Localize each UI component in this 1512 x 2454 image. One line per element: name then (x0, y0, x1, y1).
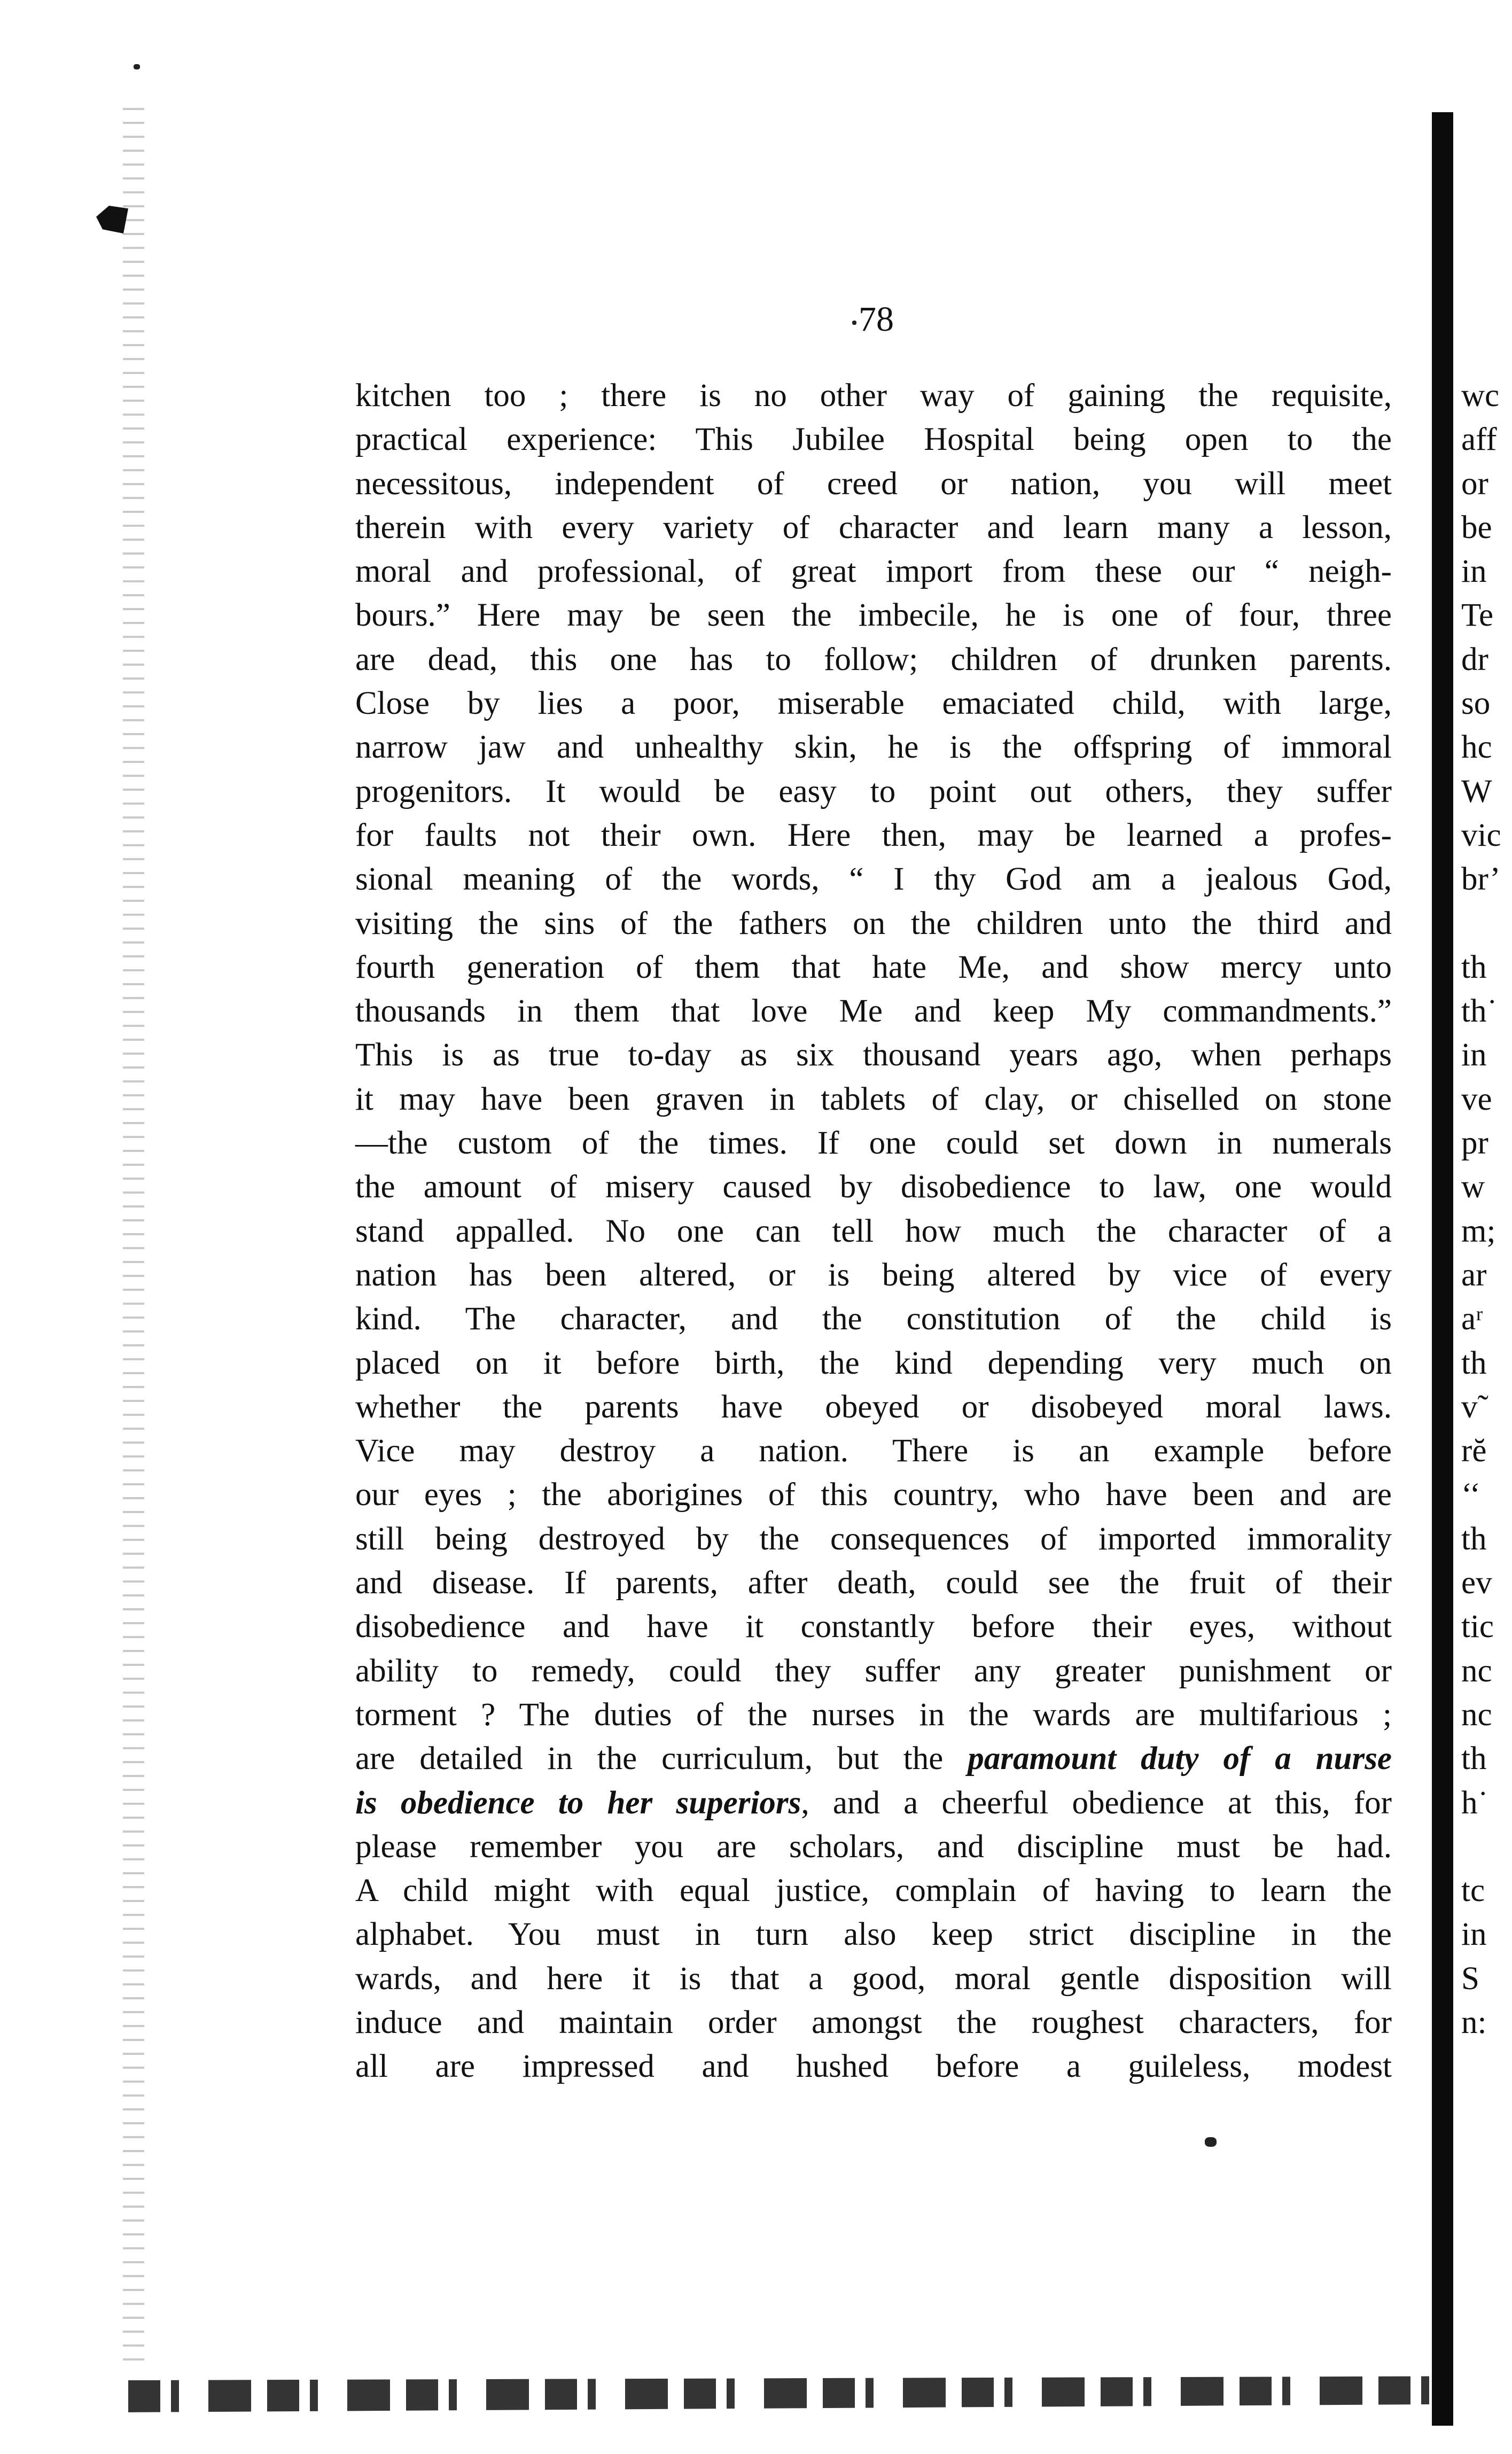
text-segment: are detailed in the curriculum, but the (355, 1741, 968, 1777)
text-line: narrow jaw and unhealthy skin, he is the offspring of immoral (355, 729, 1392, 766)
main-text-block (355, 374, 1392, 2089)
text-line: This is as true to-day as six thousand years ago, when perhaps (355, 1037, 1392, 1073)
text-line-with-italic (355, 1737, 1392, 1781)
text-line: sional meaning of the words, “ I thy God am a jealous God, (355, 861, 1392, 898)
text-line: whether the parents have obeyed or disobeyed moral laws. (355, 1389, 1392, 1425)
edge-fragment: in (1461, 554, 1487, 590)
text-line: moral and professional, of great import from these our “ neigh- (355, 554, 1392, 590)
right-border-bar (1432, 112, 1453, 2426)
edge-fragment: th˙ (1461, 993, 1498, 1030)
edge-fragment: aff (1461, 422, 1497, 458)
edge-fragment: wc (1461, 378, 1500, 414)
text-line: ability to remedy, could they suffer any greater punishment or (355, 1653, 1392, 1689)
edge-fragment: v˜ (1461, 1389, 1488, 1425)
edge-fragment: W (1461, 773, 1492, 809)
text-line: stand appalled. No one can tell how much the character of a (355, 1213, 1392, 1249)
edge-fragment: S (1461, 1960, 1479, 1997)
italic-emphasis: is obedience to her superiors (355, 1785, 801, 1821)
edge-fragment: th (1461, 1741, 1487, 1777)
edge-fragment: w (1461, 1169, 1485, 1205)
facing-page-edge-column (1461, 374, 1512, 2045)
text-line: Close by lies a poor, miserable emaciated child, with large, (355, 685, 1392, 722)
edge-fragment: nc (1461, 1653, 1492, 1689)
edge-fragment: in (1461, 1917, 1487, 1953)
text-line: our eyes ; the aborigines of this country, who have been and are (355, 1477, 1392, 1513)
edge-fragment: n: (1461, 2004, 1487, 2040)
text-line: for faults not their own. Here then, may be learned a profes- (355, 817, 1392, 853)
text-line: induce and maintain order amongst the roughest characters, for (355, 2004, 1392, 2040)
edge-fragment: th (1461, 1345, 1487, 1381)
edge-fragment: or (1461, 465, 1488, 502)
text-line: fourth generation of them that hate Me, and show mercy unto (355, 949, 1392, 985)
text-line: kind. The character, and the constitution of the child is (355, 1301, 1392, 1337)
text-line: and disease. If parents, after death, could see the fruit of their (355, 1565, 1392, 1601)
text-line: thousands in them that love Me and keep My commandments.” (355, 993, 1392, 1030)
edge-fragment: pr (1461, 1125, 1488, 1162)
text-line: torment ? The duties of the nurses in the wards are multifarious ; (355, 1696, 1392, 1733)
text-line: the amount of misery caused by disobedience to law, one would (355, 1169, 1392, 1205)
italic-emphasis: paramount duty of a nurse (968, 1741, 1392, 1777)
text-line: progenitors. It would be easy to point out others, they suffer (355, 773, 1392, 809)
left-margin-mark (96, 206, 128, 233)
edge-fragment: in (1461, 1037, 1487, 1073)
text-line: please remember you are scholars, and discipline must be had. (355, 1828, 1392, 1865)
edge-fragment: ar (1461, 1257, 1487, 1293)
left-margin-noise (123, 96, 144, 2367)
bottom-scan-noise (128, 2348, 1432, 2428)
edge-fragment: ev (1461, 1565, 1492, 1601)
text-line: still being destroyed by the consequences of imported immorality (355, 1521, 1392, 1557)
edge-fragment: Te (1461, 597, 1494, 634)
text-line: necessitous, independent of creed or nation, you will meet (355, 465, 1392, 502)
edge-fragment: th (1461, 949, 1487, 985)
edge-fragment: tc (1461, 1873, 1485, 1909)
scan-speck (852, 321, 856, 325)
edge-fragment: dr (1461, 641, 1488, 677)
text-line: placed on it before birth, the kind depending very much on (355, 1345, 1392, 1381)
text-line: kitchen too ; there is no other way of gaining the requisite, (355, 378, 1392, 414)
edge-fragment: aʳ (1461, 1301, 1483, 1337)
text-line-with-italic (355, 1781, 1392, 1825)
text-line: all are impressed and hushed before a guileless, modest (355, 2048, 1392, 2085)
edge-fragment: ve (1461, 1081, 1492, 1117)
edge-fragment: th (1461, 1521, 1487, 1557)
edge-fragment: m; (1461, 1213, 1496, 1249)
scan-speck (1205, 2137, 1217, 2147)
text-line: —the custom of the times. If one could set down in numerals (355, 1125, 1392, 1162)
edge-fragment: rĕ (1461, 1433, 1487, 1469)
scan-speck (134, 64, 140, 69)
text-line: Vice may destroy a nation. There is an example before (355, 1433, 1392, 1469)
edge-fragment: h˙ (1461, 1785, 1488, 1821)
text-line: A child might with equal justice, complain of having to learn the (355, 1873, 1392, 1909)
edge-fragment: br’ (1461, 861, 1501, 898)
edge-fragment: nc (1461, 1696, 1492, 1733)
page-number: 78 (859, 300, 894, 339)
text-line: visiting the sins of the fathers on the children unto the third and (355, 905, 1392, 941)
edge-fragment: ‘‘ (1461, 1477, 1481, 1513)
text-line: therein with every variety of character and learn many a lesson, (355, 509, 1392, 546)
edge-fragment (1461, 902, 1512, 946)
text-line: practical experience: This Jubilee Hospital being open to the (355, 422, 1392, 458)
text-line: are dead, this one has to follow; children of drunken parents. (355, 641, 1392, 677)
edge-fragment: hc (1461, 729, 1492, 766)
text-line: wards, and here it is that a good, moral gentle disposition will (355, 1960, 1392, 1997)
text-line: alphabet. You must in turn also keep strict discipline in the (355, 1917, 1392, 1953)
edge-fragment: so (1461, 685, 1491, 722)
text-line: bours.” Here may be seen the imbecile, he is one of four, three (355, 597, 1392, 634)
text-line: it may have been graven in tablets of clay, or chiselled on stone (355, 1081, 1392, 1117)
edge-fragment: be (1461, 509, 1492, 546)
text-segment: , and a cheerful obedience at this, for (801, 1785, 1392, 1821)
edge-fragment: tic (1461, 1609, 1494, 1645)
text-line: disobedience and have it constantly before their eyes, without (355, 1609, 1392, 1645)
edge-fragment: vic (1461, 817, 1501, 853)
edge-fragment (1461, 1825, 1512, 1869)
text-line: nation has been altered, or is being altered by vice of every (355, 1257, 1392, 1293)
